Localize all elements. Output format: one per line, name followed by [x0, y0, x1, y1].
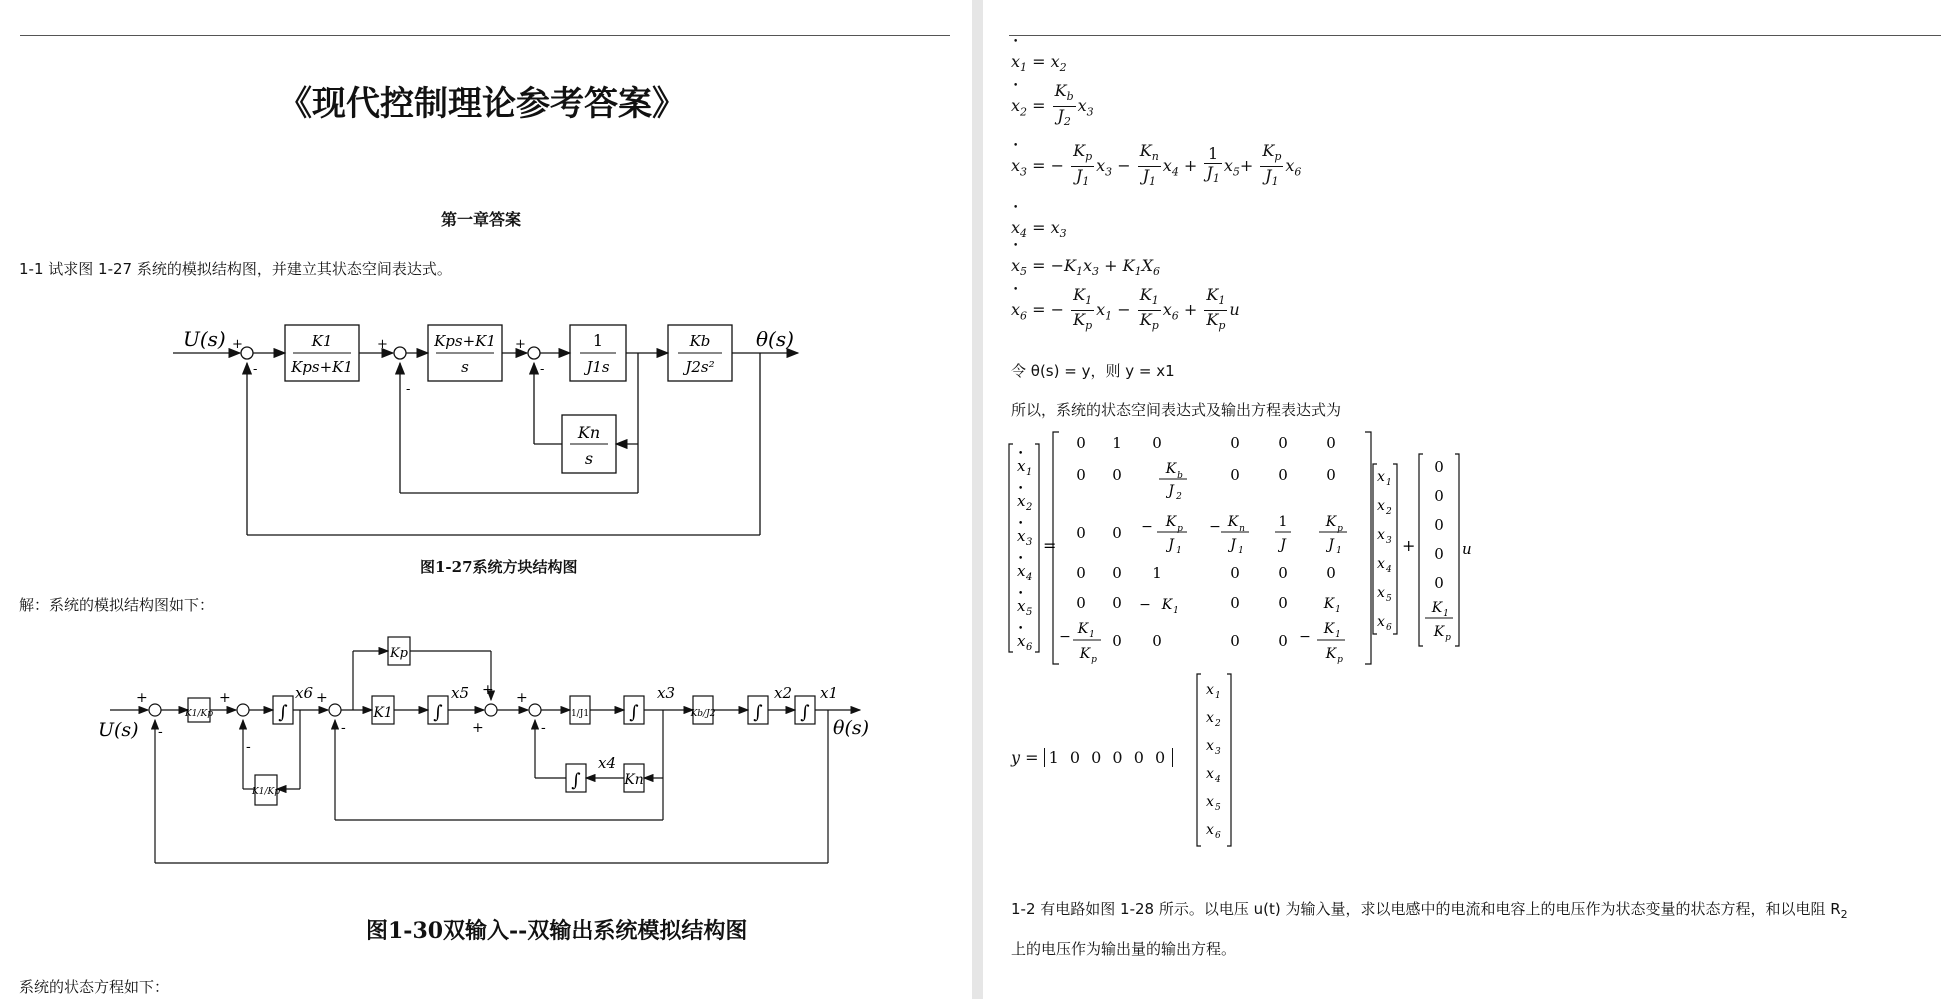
- svg-text:J: J: [1168, 537, 1174, 553]
- fig1-caption: 图1-27系统方块结构图: [420, 558, 578, 576]
- state-eq-4: • $x_4 = x_3$: [1011, 218, 1067, 240]
- fig2-sum5-plus: +: [516, 690, 528, 706]
- block2-numerator: Kps+K1: [434, 332, 496, 350]
- svg-text:0: 0: [1434, 545, 1444, 563]
- svg-text:2: 2: [1176, 492, 1182, 502]
- fig2-integrator-6: ∫: [571, 770, 581, 791]
- svg-text:0: 0: [1326, 434, 1336, 452]
- svg-text:K: K: [1433, 624, 1445, 640]
- svg-text:K: K: [1431, 600, 1443, 616]
- svg-text:x: x: [1017, 632, 1026, 650]
- state-eq-5: • $x_5 = -K_1x_3 + K_1X_6$: [1011, 256, 1160, 278]
- svg-text:•: •: [1018, 484, 1024, 494]
- svg-text:0: 0: [1112, 466, 1122, 484]
- problem-1-2-text: 1-2 有电路如图 1-28 所示。以电压 u(t) 为输入量，求以电感中的电流和电容上的电压作为状态变量的状态方程，和以电阻 R: [1011, 900, 1841, 918]
- fig2-kb-over-j2: Kb/J2: [690, 709, 716, 719]
- svg-text:•: •: [1018, 624, 1024, 634]
- svg-text:2: 2: [1026, 502, 1033, 513]
- state-eq-1: • $x_1 = x_2$: [1011, 52, 1067, 74]
- svg-text:p: p: [1337, 655, 1343, 665]
- svg-text:6: 6: [1026, 642, 1033, 653]
- fig2-caption: 图1-30双输入--双输出系统模拟结构图: [366, 918, 748, 944]
- svg-text:0: 0: [1112, 564, 1122, 582]
- chapter-heading: 第一章答案: [441, 210, 522, 229]
- state-equation-intro: 系统的状态方程如下：: [19, 978, 170, 996]
- fig2-x1: x1: [820, 684, 839, 702]
- fig2-sum3-minus: -: [341, 720, 346, 736]
- fig2-kn-block: Kn: [624, 772, 644, 788]
- right-page: [983, 0, 1941, 999]
- fig2-integrator-3: ∫: [629, 702, 639, 723]
- svg-text:0: 0: [1278, 434, 1288, 452]
- svg-text:4: 4: [1026, 572, 1033, 583]
- fig2-sum2-minus: -: [246, 739, 251, 755]
- block3-denominator: J1s: [586, 358, 610, 376]
- header-rule: [20, 35, 950, 36]
- header-rule-right: [1009, 35, 1941, 36]
- svg-text:J: J: [1280, 537, 1286, 553]
- svg-text:K: K: [1325, 646, 1337, 662]
- svg-text:0: 0: [1230, 632, 1240, 650]
- svg-text:+: +: [1402, 536, 1416, 555]
- svg-text:3: 3: [1386, 536, 1392, 546]
- fig2-k1-over-kp: K1/Kp: [185, 709, 213, 719]
- state-eq-3: • $x_3$ = − $\frac{K_p}{J_1}$ $x_3$ − $\frac{K_n}{J_1}$ $x_4$ + $\frac{1}{J_1}$ $x_5+$ $\frac{K_p}{J_1}$ $x_6$: [1011, 142, 1301, 191]
- solution-intro: 解：系统的模拟结构图如下：: [19, 596, 215, 614]
- svg-text:=: =: [1043, 536, 1057, 555]
- svg-text:−: −: [1139, 597, 1151, 613]
- svg-text:x: x: [1017, 597, 1026, 615]
- svg-text:p: p: [1177, 524, 1183, 534]
- fig2-sum4-plus-top: +: [482, 682, 494, 698]
- svg-text:J: J: [1230, 537, 1236, 553]
- svg-text:K: K: [1165, 514, 1177, 530]
- svg-text:1: 1: [1152, 564, 1162, 582]
- page-gutter: [972, 0, 983, 999]
- sum3-minus: -: [540, 362, 545, 377]
- svg-text:x: x: [1377, 585, 1385, 601]
- svg-text:u: u: [1462, 540, 1472, 558]
- svg-text:K: K: [1323, 621, 1335, 637]
- fig2-sum5-minus: -: [541, 720, 546, 736]
- svg-text:1: 1: [1443, 609, 1449, 619]
- svg-text:1: 1: [1386, 478, 1392, 488]
- svg-text:x: x: [1377, 498, 1385, 514]
- svg-text:0: 0: [1112, 594, 1122, 612]
- svg-text:K: K: [1165, 461, 1177, 477]
- fig2-kp-block: Kp: [389, 646, 409, 661]
- svg-text:0: 0: [1076, 524, 1086, 542]
- fig2-sum2-plus: +: [219, 690, 231, 706]
- svg-text:0: 0: [1076, 434, 1086, 452]
- svg-text:b: b: [1177, 471, 1183, 481]
- svg-text:x: x: [1377, 614, 1385, 630]
- svg-text:1: 1: [1335, 630, 1341, 640]
- fig2-x3: x3: [657, 684, 676, 702]
- fig2-integrator-5: ∫: [800, 702, 810, 723]
- svg-text:•: •: [1018, 589, 1024, 599]
- svg-text:1: 1: [1215, 691, 1221, 701]
- state-space-matrix-equation: [1007, 428, 1527, 668]
- svg-text:p: p: [1091, 655, 1097, 665]
- svg-text:x: x: [1377, 556, 1385, 572]
- svg-text:K: K: [1079, 646, 1091, 662]
- svg-text:2: 2: [1386, 507, 1392, 517]
- svg-text:−: −: [1059, 629, 1071, 645]
- svg-text:1: 1: [1089, 630, 1095, 640]
- svg-text:6: 6: [1215, 831, 1221, 841]
- svg-text:1: 1: [1278, 514, 1288, 530]
- svg-text:x: x: [1206, 766, 1214, 782]
- svg-text:1: 1: [1173, 606, 1179, 616]
- svg-text:0: 0: [1152, 632, 1162, 650]
- svg-text:0: 0: [1278, 564, 1288, 582]
- fig2-one-over-j1: 1/J1: [570, 709, 590, 719]
- svg-text:•: •: [1018, 554, 1024, 564]
- sum1-minus: -: [253, 362, 258, 377]
- let-statement: 令 θ(s) = y，则 y = x1: [1011, 362, 1175, 380]
- svg-text:x: x: [1206, 738, 1214, 754]
- sum1-plus: +: [232, 337, 243, 352]
- svg-text:0: 0: [1326, 564, 1336, 582]
- svg-text:x: x: [1377, 527, 1385, 543]
- fig2-x5: x5: [451, 684, 470, 702]
- fig2-integrator-1: ∫: [278, 702, 288, 723]
- svg-text:5: 5: [1386, 594, 1392, 604]
- fig2-sum3-plus: +: [316, 690, 328, 706]
- problem-1-2-line-2: 上的电压作为输出量的输出方程。: [1011, 940, 1237, 958]
- svg-text:0: 0: [1230, 434, 1240, 452]
- svg-text:−: −: [1209, 519, 1221, 535]
- fig1-input-label: U(s): [183, 327, 226, 351]
- block-diagram-fig-1-27: [0, 318, 972, 548]
- svg-text:J: J: [1168, 483, 1174, 499]
- svg-text:0: 0: [1076, 594, 1086, 612]
- svg-text:x: x: [1017, 527, 1026, 545]
- document-title: 《现代控制理论参考答案》: [278, 84, 686, 124]
- svg-text:6: 6: [1386, 623, 1392, 633]
- output-equation: [1011, 748, 1173, 767]
- fig2-x2: x2: [774, 684, 793, 702]
- svg-text:−: −: [1299, 629, 1311, 645]
- block4-numerator: Kb: [689, 332, 711, 350]
- sum2-minus: -: [406, 382, 411, 397]
- svg-text:x: x: [1206, 794, 1214, 810]
- svg-text:1: 1: [1238, 546, 1244, 556]
- problem-1-1: 1-1 试求图 1-27 系统的模拟结构图，并建立其状态空间表达式。: [19, 260, 452, 278]
- feedback-numerator: Kn: [577, 423, 601, 442]
- svg-text:5: 5: [1026, 607, 1033, 618]
- svg-text:1: 1: [1176, 546, 1182, 556]
- svg-text:K: K: [1077, 621, 1089, 637]
- svg-text:0: 0: [1326, 466, 1336, 484]
- fig2-output-label: θ(s): [833, 717, 870, 739]
- svg-text:1: 1: [1112, 434, 1122, 452]
- block1-numerator: K1: [311, 332, 333, 350]
- svg-text:0: 0: [1230, 564, 1240, 582]
- fig2-sum4-plus-bottom: +: [472, 720, 484, 736]
- svg-text:K: K: [1325, 514, 1337, 530]
- svg-text:1: 1: [1336, 546, 1342, 556]
- svg-text:x: x: [1017, 562, 1026, 580]
- svg-text:J: J: [1328, 537, 1334, 553]
- svg-text:−: −: [1141, 519, 1153, 535]
- svg-text:0: 0: [1434, 574, 1444, 592]
- svg-text:x: x: [1017, 492, 1026, 510]
- fig2-integrator-4: ∫: [753, 702, 763, 723]
- state-eq-6: • $x_6$ = − $\frac{K_1}{K_p}$ $x_1$ − $\frac{K_1}{K_p}$ $x_6$ + $\frac{K_1}{K_p}$ u: [1011, 286, 1240, 335]
- svg-text:n: n: [1239, 524, 1245, 534]
- fig2-integrator-2: ∫: [433, 702, 443, 723]
- svg-text:p: p: [1445, 633, 1451, 643]
- svg-text:0: 0: [1076, 466, 1086, 484]
- fig1-output-label: θ(s): [756, 327, 794, 351]
- fig2-x4: x4: [598, 754, 617, 772]
- output-row-vector: 1 0 0 0 0 0: [1044, 748, 1174, 767]
- svg-text:0: 0: [1076, 564, 1086, 582]
- svg-text:5: 5: [1215, 803, 1221, 813]
- svg-text:0: 0: [1434, 516, 1444, 534]
- svg-text:2: 2: [1215, 719, 1221, 729]
- svg-text:0: 0: [1230, 594, 1240, 612]
- svg-text:K: K: [1323, 596, 1335, 612]
- block4-denominator: J2s²: [685, 358, 715, 376]
- block2-denominator: s: [461, 358, 469, 376]
- svg-text:0: 0: [1230, 466, 1240, 484]
- fig2-x6: x6: [295, 684, 314, 702]
- feedback-denominator: s: [584, 449, 594, 468]
- svg-text:1: 1: [1026, 467, 1033, 478]
- block3-numerator: 1: [592, 331, 604, 350]
- fig2-sum1-minus: -: [158, 724, 163, 740]
- output-state-vector: [1195, 672, 1255, 852]
- fig2-k1-block: K1: [373, 705, 393, 721]
- svg-text:K: K: [1161, 597, 1173, 613]
- svg-text:x: x: [1377, 469, 1385, 485]
- svg-text:x: x: [1017, 457, 1026, 475]
- y-equals: y =: [1011, 748, 1039, 767]
- problem-1-2-line-1: [1011, 898, 1941, 921]
- svg-text:4: 4: [1386, 565, 1392, 575]
- svg-text:•: •: [1018, 519, 1024, 529]
- fig2-input-label: U(s): [98, 719, 139, 741]
- fig2-sum1-plus: +: [136, 690, 148, 706]
- svg-text:p: p: [1337, 524, 1343, 534]
- svg-text:0: 0: [1112, 524, 1122, 542]
- svg-text:0: 0: [1152, 434, 1162, 452]
- svg-text:0: 0: [1278, 594, 1288, 612]
- simulation-diagram-fig-1-30: [0, 628, 972, 868]
- svg-text:4: 4: [1215, 775, 1221, 785]
- svg-text:x: x: [1206, 822, 1214, 838]
- sum2-plus: +: [377, 337, 388, 352]
- so-statement: 所以，系统的状态空间表达式及输出方程表达式为: [1011, 401, 1342, 419]
- svg-text:0: 0: [1434, 487, 1444, 505]
- svg-text:•: •: [1018, 449, 1024, 459]
- svg-text:K: K: [1227, 514, 1239, 530]
- sum3-plus: +: [515, 337, 526, 352]
- svg-text:3: 3: [1026, 537, 1033, 548]
- fig2-k1-over-kp-feedback: K1/Kp: [252, 787, 280, 797]
- svg-text:0: 0: [1434, 458, 1444, 476]
- block1-denominator: Kps+K1: [291, 358, 353, 376]
- problem-1-2-subscript: 2: [1840, 908, 1848, 921]
- svg-text:0: 0: [1278, 466, 1288, 484]
- svg-text:1: 1: [1335, 605, 1341, 615]
- svg-text:0: 0: [1112, 632, 1122, 650]
- svg-text:0: 0: [1278, 632, 1288, 650]
- svg-text:x: x: [1206, 710, 1214, 726]
- state-eq-2: • $x_2$ = $\frac{K_b}{J_2}$ $x_3$: [1011, 82, 1094, 131]
- svg-text:x: x: [1206, 682, 1214, 698]
- svg-text:3: 3: [1215, 747, 1221, 757]
